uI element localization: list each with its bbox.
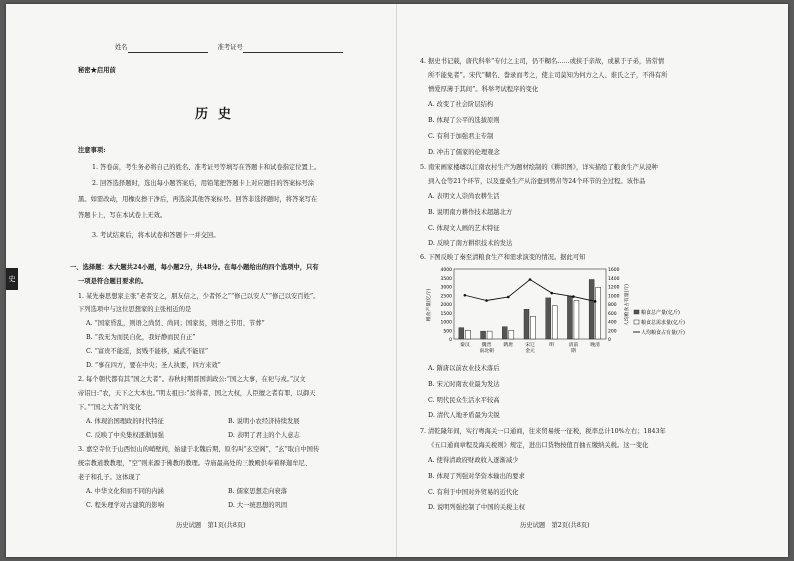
line-point-per-capita bbox=[529, 278, 532, 281]
x-tick-label: 南北朝 bbox=[479, 349, 494, 354]
q4-option-b[interactable]: B. 体现了公平的选拔原则 bbox=[428, 117, 500, 124]
line-point-per-capita bbox=[550, 292, 553, 295]
q2-option-c[interactable]: C. 反映了中央集权逐渐加强 bbox=[86, 432, 164, 439]
q4-stem: 憎爱厚薄于其间”。科举考试程序的变化 bbox=[428, 86, 539, 93]
q1-option-a[interactable]: A. “国家昏乱，则语之尚贤、尚同；国家贫，则语之节用、节葬” bbox=[86, 320, 265, 327]
bar-total-production bbox=[567, 296, 572, 339]
bar-total-production bbox=[459, 328, 464, 339]
bar-total-production bbox=[546, 298, 551, 339]
bar-total-demand bbox=[531, 316, 536, 339]
x-tick-label: 明 bbox=[549, 343, 555, 348]
q3-option-c[interactable]: C. 程朱理学对古建筑的影响 bbox=[86, 502, 164, 509]
bar-total-production bbox=[524, 309, 529, 339]
q6-option-c[interactable]: C. 明代民众生活水平较高 bbox=[428, 397, 500, 404]
bar-total-demand bbox=[596, 287, 601, 339]
y-left-tick-label: 1000 bbox=[440, 320, 452, 326]
y-left-tick-label: 2000 bbox=[440, 303, 452, 308]
q4-option-c[interactable]: C. 有利于加强君主专制 bbox=[428, 133, 494, 140]
q3-stem: 3. 嘉空寺位于山西恒山的峭壁间，始建于北魏后期，原名叫“玄空阁”，“玄”取自中国传 bbox=[78, 446, 320, 453]
q1-stem: 1. 某先秦思想家主张“老者安之，朋友信之，少者怀之”“修己以安人”“修己以安百姓”。 bbox=[78, 293, 320, 300]
section-intro: 一项是符合题目要求的。 bbox=[78, 278, 148, 285]
y-right-tick-label: 1000 bbox=[608, 294, 620, 300]
y-right-tick-label: 1600 bbox=[608, 268, 620, 273]
q3-option-a[interactable]: A. 中华文化和而不同的内涵 bbox=[86, 488, 164, 495]
q7-option-a[interactable]: A. 使得清政府财政收入逐渐减少 bbox=[428, 457, 519, 464]
q7-option-c[interactable]: C. 有利于中国对外贸易的近代化 bbox=[428, 489, 519, 496]
q6-option-d[interactable]: D. 清代人地矛盾最为尖锐 bbox=[428, 412, 500, 419]
q3-stem: 统宗教道教教理，“空”则来源于佛教的教理。寺庙最高处的三教殿供奉着释迦牟尼、 bbox=[78, 460, 312, 467]
y-left-tick-label: 3000 bbox=[440, 285, 452, 291]
bar-total-demand bbox=[487, 331, 492, 339]
bar-total-demand bbox=[509, 330, 514, 339]
q7-stem: 7. 清乾隆年间，实行粤海关一口通商，往来贸易统一征税，税率总计10%左右；1843年 bbox=[420, 428, 666, 435]
subject-tab: 史 bbox=[6, 268, 18, 290]
x-tick-label: 宋辽 bbox=[525, 343, 535, 348]
page-footer-left: 历史试题 第1页(共8页) bbox=[176, 522, 246, 529]
q1-option-d[interactable]: D. “事在四方，要在中央；圣人执要，四方来效” bbox=[86, 362, 221, 369]
y-left-tick-label: 2500 bbox=[440, 294, 452, 300]
legend-label-demand: 粮食总需求量(亿斤) bbox=[641, 320, 685, 326]
y-left-tick-label: 500 bbox=[443, 329, 452, 335]
y-left-tick-label: 1500 bbox=[440, 311, 452, 317]
q3-option-d[interactable]: D. 大一统思想的巩固 bbox=[228, 502, 288, 509]
y-right-tick-label: 200 bbox=[608, 329, 617, 335]
q5-stem: 5. 南宋画家楼璹以江南农村生产为题材绘制的《耕织图》，详实描绘了粮食生产从浸种 bbox=[420, 164, 658, 171]
id-blank bbox=[243, 45, 343, 53]
page-fold bbox=[396, 4, 397, 557]
q7-option-b[interactable]: B. 体现了列强对华资本输出的要求 bbox=[428, 473, 525, 480]
x-tick-label: 隋唐 bbox=[503, 343, 514, 348]
q4-stem: 所不能免者”。宋代“糊名、誊录而考之，使主司莫知为何方之人、谁氏之子，不得有所 bbox=[428, 72, 668, 79]
page-footer-right: 历史试题 第2页(共8页) bbox=[520, 522, 590, 529]
id-label: 准考证号 bbox=[217, 44, 243, 51]
notice-line: 3. 考试结束后，将本试卷和答题卡一并交回。 bbox=[92, 232, 220, 239]
x-tick-label: 期 bbox=[571, 349, 576, 354]
q7-option-d[interactable]: D. 说明列强控制了中国的关税主权 bbox=[428, 504, 525, 511]
x-tick-label: 清前 bbox=[568, 343, 579, 348]
q7-stem: 《五口通商章程及海关税则》规定，进出口货物按值百抽五缴纳关税。这一变化 bbox=[428, 442, 649, 449]
q2-stem: 帝诏曰:“农，天下之大本也。”明太祖曰:“贫得者，国之大权，人臣擅之者有罪，以御天 bbox=[78, 390, 316, 397]
y-left-tick-label: 0 bbox=[449, 338, 452, 343]
y-right-tick-label: 0 bbox=[608, 338, 611, 343]
q2-option-d[interactable]: D. 表明了君主的个人意志 bbox=[228, 432, 300, 439]
name-line bbox=[115, 44, 343, 53]
q4-stem: 4. 据史书记载，唐代科举“专付之主司，仍不糊名……或挟于亲故，或累于子弟，皆常情 bbox=[420, 58, 665, 65]
q2-option-b[interactable]: B. 说明小农经济持续发展 bbox=[228, 418, 300, 425]
x-tick-label: 晚清 bbox=[590, 343, 600, 348]
y-right-tick-label: 1200 bbox=[608, 285, 620, 291]
bar-total-demand bbox=[574, 301, 579, 340]
notice-line: 1. 答卷前，考生务必将自己的姓名、准考证号等填写在答题卡和试卷指定位置上。 bbox=[92, 164, 321, 171]
line-point-per-capita bbox=[464, 294, 467, 297]
notice-line: 答题卡上，写在本试卷上无效。 bbox=[78, 212, 167, 219]
q1-option-b[interactable]: B. “我无为而民自化，我好静而民自正” bbox=[86, 334, 196, 341]
notice-title: 注意事项: bbox=[78, 147, 106, 154]
line-point-per-capita bbox=[594, 300, 597, 303]
page-title: 历史 bbox=[195, 107, 242, 122]
y-left-axis-label: 粮食产量(亿斤) bbox=[427, 288, 432, 322]
q2-stem: 2. 每个朝代都有其“国之大者”。春秋时期晋国训政公:“国之大事，在祀与戎。”汉文 bbox=[78, 376, 306, 383]
line-point-per-capita bbox=[485, 299, 488, 302]
y-right-tick-label: 800 bbox=[608, 303, 617, 308]
section-intro: 一、选择题：本大题共24小题，每小题2分，共48分。在每小题给出的四个选项中，只有 bbox=[70, 264, 319, 271]
name-blank bbox=[128, 45, 208, 53]
y-right-tick-label: 1400 bbox=[608, 276, 620, 282]
q6-option-b[interactable]: B. 宋元时南农业最为发达 bbox=[428, 381, 500, 388]
bar-total-production bbox=[502, 327, 507, 339]
legend-swatch-production bbox=[634, 310, 639, 314]
q2-option-a[interactable]: A. 体现治国理政的时代特征 bbox=[86, 418, 164, 425]
line-per-capita bbox=[465, 280, 595, 302]
bar-total-demand bbox=[552, 306, 557, 339]
y-left-tick-label: 3500 bbox=[440, 276, 452, 282]
q5-option-c[interactable]: C. 体现文人画的艺术特征 bbox=[428, 225, 500, 232]
q4-option-a[interactable]: A. 改变了社会阶层结构 bbox=[428, 101, 494, 108]
bar-total-production bbox=[589, 280, 594, 340]
q5-option-d[interactable]: D. 反映了南方耕织技术的发达 bbox=[428, 240, 513, 247]
x-tick-label: 金元 bbox=[525, 349, 535, 354]
q3-option-b[interactable]: B. 儒家思想走向衰落 bbox=[228, 488, 288, 495]
name-label: 姓名 bbox=[115, 44, 128, 51]
y-right-tick-label: 400 bbox=[608, 320, 617, 326]
x-tick-label: 魏晋 bbox=[481, 343, 492, 348]
bar-total-demand bbox=[465, 330, 470, 339]
q5-option-a[interactable]: A. 表明文人崇尚农耕生活 bbox=[428, 193, 500, 200]
q5-stem: 到入仓等21个环节，以及蚕桑生产从浴蚕到剪帛等24个环节的全过程。该作品 bbox=[428, 178, 646, 185]
line-point-per-capita bbox=[572, 295, 575, 298]
q1-option-c[interactable]: C. “富贵不能淫，贫贱不能移，威武不能屈” bbox=[86, 348, 209, 355]
legend-swatch-demand bbox=[634, 320, 639, 324]
notice-line: 2. 回答选择题时，选出每小题答案后，用铅笔把答题卡上对应题目的答案标号涂 bbox=[92, 180, 315, 187]
y-left-tick-label: 4000 bbox=[440, 268, 452, 273]
x-tick-label: 秦汉 bbox=[460, 343, 470, 348]
q3-stem: 老子和孔子。这体现了 bbox=[78, 474, 141, 481]
y-right-axis-label: 人均粮食占有量(斤) bbox=[625, 283, 630, 327]
bar-total-production bbox=[481, 331, 486, 339]
y-right-tick-label: 600 bbox=[608, 311, 617, 317]
q2-stem: 下。”“国之大者”的变化 bbox=[78, 404, 142, 411]
grain-chart bbox=[418, 265, 762, 365]
q1-stem: 下列选项中与这位思想家的主张相近的是 bbox=[78, 306, 192, 313]
secret-mark: 秘密★启用前 bbox=[78, 67, 116, 74]
line-point-per-capita bbox=[507, 296, 510, 299]
legend-label-production: 粮食总产量(亿斤) bbox=[641, 310, 680, 316]
q6-option-a[interactable]: A. 隋唐以前农业技术落后 bbox=[428, 365, 500, 372]
q4-option-d[interactable]: D. 冲击了儒家的伦理观念 bbox=[428, 149, 500, 156]
legend-label-per-capita: 人均粮食占有量(斤) bbox=[641, 330, 685, 336]
notice-line: 黑。如需改动，用橡皮擦干净后，再选涂其他答案标号。回答非选择题时，将答案写在 bbox=[78, 196, 318, 203]
q5-option-b[interactable]: B. 说明南方耕作技术超越北方 bbox=[428, 209, 513, 216]
q6-stem: 6. 下图反映了秦至清粮食生产和需求演变的情况。据此可知 bbox=[420, 254, 586, 261]
